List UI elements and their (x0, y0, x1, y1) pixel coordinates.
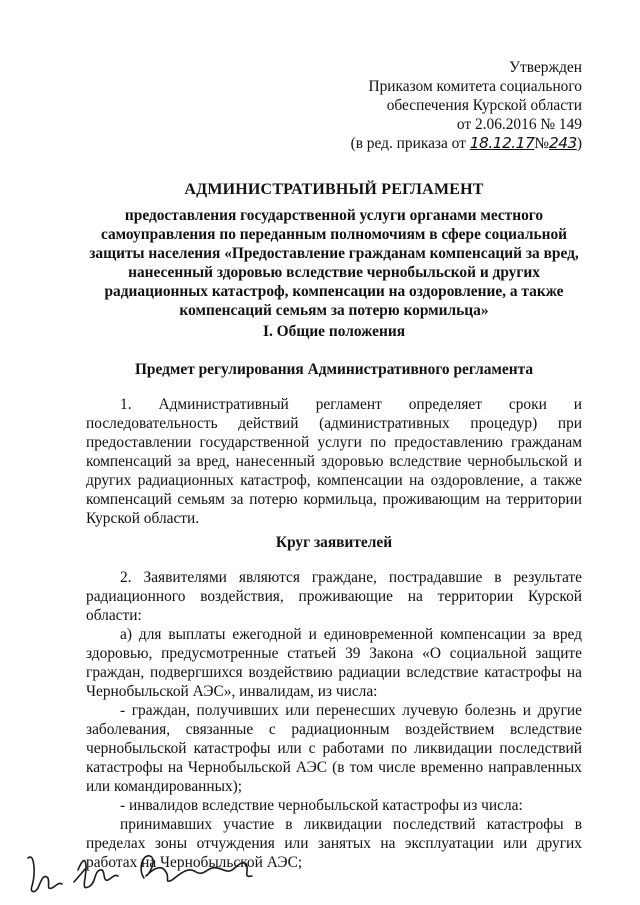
document-title (86, 180, 582, 320)
paragraph-line: других радиационных катастроф, компенсации на оздоровление, а также (86, 472, 582, 489)
signature-2 (74, 861, 118, 888)
approval-line-5 (351, 134, 582, 153)
paragraph-line: здоровью, предусмотренные статьей 39 Закона «О социальной защите (86, 645, 582, 662)
paragraph-2a-item-2 (86, 796, 582, 815)
approval-line-1: Утвержден (509, 59, 582, 76)
title-line: нанесенный здоровью вследствие чернобыльской и других (128, 264, 540, 281)
title-line: предоставления государственной услуги органами местного (124, 207, 544, 224)
paragraph-line: - граждан, получивших или перенесших лучевую болезнь и другие (120, 702, 582, 719)
paragraph-line: радиационного воздействия, проживающие на территории Курской (86, 588, 582, 605)
section-heading-subject: Предмет регулирования Административного регламента (134, 361, 534, 378)
amendment-date: 18.12.17 (469, 134, 535, 152)
title-line: защиты населения «Предоставление гражданам компенсаций за вред, (89, 245, 579, 262)
paragraph-line: Чернобыльской АЭС», инвалидам, из числа: (86, 683, 378, 700)
section-heading-general: I. Общие положения (262, 323, 406, 340)
amendment-number-sign: № (534, 135, 549, 152)
title-line: компенсаций семьям за потерю кормильца» (179, 302, 489, 319)
amendment-prefix: (в ред. приказа от (350, 135, 466, 152)
approval-line-3: обеспечения Курской области (386, 97, 582, 114)
paragraph-line: заболевания, связанные с радиационным воздействием вследствие (86, 721, 582, 738)
paragraph-line: компенсаций за вред, нанесенный здоровью вследствие чернобыльской и (86, 453, 582, 470)
signature-3 (141, 856, 252, 881)
section-heading-applicants: Круг заявителей (275, 534, 393, 551)
paragraph-line: 2. Заявителями являются граждане, пострадавшие в результате (120, 569, 582, 586)
paragraph-line: а) для выплаты ежегодной и единовременной компенсации за вред (120, 626, 582, 643)
paragraph-2a (86, 625, 582, 701)
paragraph-line: компенсаций семьям за потерю кормильца, проживающим на территории (86, 491, 582, 508)
paragraph-line: катастрофы на Чернобыльской АЭС (в том числе временно направленных (86, 759, 582, 776)
paragraph-line: граждан, подвергшихся воздействию радиации вследствие катастрофы на (86, 664, 582, 681)
title-subtitle (86, 206, 582, 320)
paragraph-line: предоставлении государственной услуги по предоставлению гражданам (86, 434, 582, 451)
title-main: АДМИНИСТРАТИВНЫЙ РЕГЛАМЕНТ (184, 181, 484, 198)
paragraph-line: пределах зоны отчуждения или занятых на эксплуатации или других (86, 835, 582, 852)
amendment-suffix: ) (576, 135, 582, 152)
paragraph-2a-item-1 (86, 701, 582, 796)
title-line: радиационных катастроф, компенсации на оздоровление, а также (104, 283, 564, 300)
signature-1 (28, 857, 62, 892)
handwritten-signatures (20, 848, 280, 898)
paragraph-line: чернобыльской катастрофы или с работами по ликвидации последствий (86, 740, 582, 757)
paragraph-line: принимавших участие в ликвидации последствий катастрофы в (120, 816, 582, 833)
paragraph-line: области: (86, 607, 142, 624)
approval-stamp (351, 58, 582, 153)
paragraph-2 (86, 568, 582, 625)
amendment-number: 243 (548, 134, 577, 152)
paragraph-line: работах на Чернобыльской АЭС; (86, 854, 303, 871)
paragraph-line: или командированных); (86, 778, 243, 795)
paragraph-line: - инвалидов вследствие чернобыльской катастрофы из числа: (120, 797, 523, 814)
approval-line-4: от 2.06.2016 № 149 (456, 116, 582, 133)
paragraph-1 (86, 395, 582, 528)
title-line: самоуправления по переданным полномочиям в сфере социальной (100, 226, 568, 243)
paragraph-line: последовательность действий (административных процедур) при (86, 415, 582, 432)
paragraph-line: 1. Административный регламент определяет сроки и (120, 396, 582, 413)
paragraph-line: Курской области. (86, 510, 200, 527)
approval-line-2: Приказом комитета социального (368, 78, 582, 95)
